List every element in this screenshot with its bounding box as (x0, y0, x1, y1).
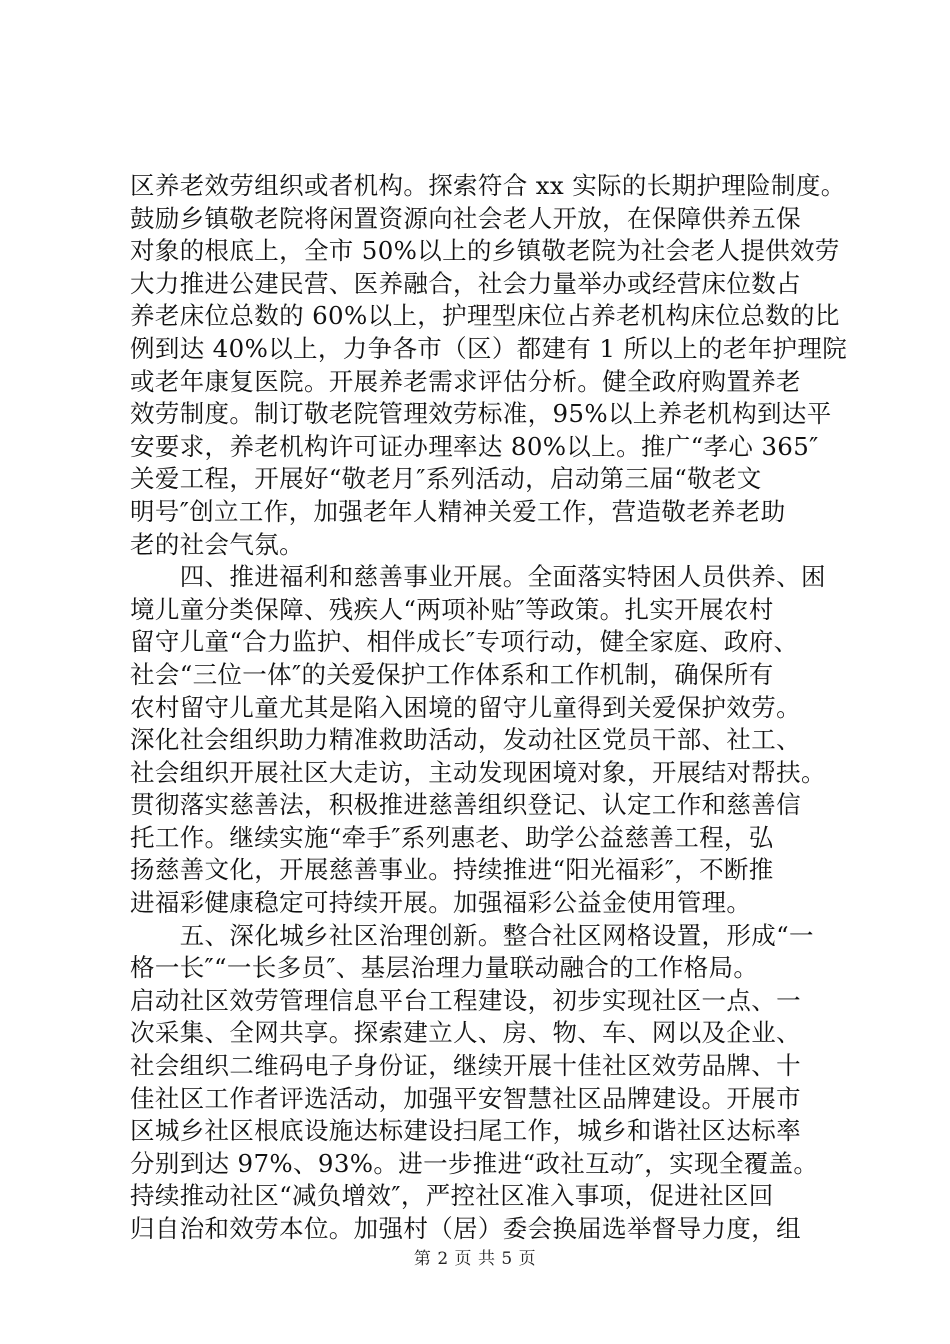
document-body (130, 170, 848, 1246)
text-line: 次采集、全网共享。探索建立人、房、物、车、网以及企业、 (130, 1018, 801, 1048)
text-line: 例到达 40%以上，力争各市（区）都建有 1 所以上的老年护理院 (130, 333, 848, 363)
paragraph-start-line: 四、推进福利和慈善事业开展。全面落实特困人员供养、困 (130, 562, 826, 592)
text-line: 老的社会气氛。 (130, 529, 304, 559)
text-line: 明号″创立工作，加强老年人精神关爱工作，营造敬老养老助 (130, 496, 786, 526)
paragraph-start-line: 五、深化城乡社区治理创新。整合社区网格设置，形成“一 (130, 920, 814, 950)
text-line: 对象的根底上，全市 50%以上的乡镇敬老院为社会老人提供效劳 (130, 236, 840, 266)
text-line: 佳社区工作者评选活动，加强平安智慧社区品牌建设。开展市 (130, 1083, 801, 1113)
text-line: 社会“三位一体″的关爱保护工作体系和工作机制，确保所有 (130, 659, 774, 689)
text-line: 安要求，养老机构许可证办理率达 80%以上。推广“孝心 365″ (130, 431, 819, 461)
text-line: 启动社区效劳管理信息平台工程建设，初步实现社区一点、一 (130, 985, 801, 1015)
text-line: 托工作。继续实施“牵手″系列惠老、助学公益慈善工程，弘 (130, 822, 774, 852)
text-line: 归自治和效劳本位。加强村（居）委会换届选举督导力度，组 (130, 1214, 801, 1243)
text-line: 鼓励乡镇敬老院将闲置资源向社会老人开放，在保障供养五保 (130, 203, 801, 233)
text-line: 养老床位总数的 60%以上，护理型床位占养老机构床位总数的比 (130, 301, 840, 331)
text-line: 留守儿童“合力监护、相伴成长″专项行动，健全家庭、政府、 (130, 627, 799, 657)
text-line: 贯彻落实慈善法，积极推进慈善组织登记、认定工作和慈善信 (130, 790, 801, 820)
text-line: 效劳制度。制订敬老院管理效劳标准，95%以上养老机构到达平 (130, 399, 832, 429)
text-line: 格一长″“一长多员″、基层治理力量联动融合的工作格局。 (130, 953, 759, 983)
text-line: 境儿童分类保障、残疾人“两项补贴″等政策。扎实开展农村 (130, 594, 774, 624)
text-line: 分别到达 97%、93%。进一步推进“政社互动″，实现全覆盖。 (130, 1148, 819, 1178)
text-line: 区城乡社区根底设施达标建设扫尾工作，城乡和谐社区达标率 (130, 1116, 801, 1146)
text-line: 大力推进公建民营、医养融合，社会力量举办或经营床位数占 (130, 268, 801, 298)
text-line: 进福彩健康稳定可持续开展。加强福彩公益金使用管理。 (130, 888, 752, 918)
text-line: 区养老效劳组织或者机构。探索符合 xx 实际的长期护理险制度。 (130, 171, 846, 200)
page-number-footer: 第 2 页 共 5 页 (413, 1249, 537, 1269)
text-line: 持续推动社区“减负增效″，严控社区准入事项，促进社区回 (130, 1181, 774, 1211)
text-line: 或老年康复医院。开展养老需求评估分析。健全政府购置养老 (130, 366, 801, 396)
text-line: 社会组织开展社区大走访，主动发现困境对象，开展结对帮扶。 (130, 757, 826, 787)
text-line: 社会组织二维码电子身份证，继续开展十佳社区效劳品牌、十 (130, 1051, 801, 1081)
text-line: 关爱工程，开展好“敬老月″系列活动，启动第三届“敬老文 (130, 464, 762, 494)
text-line: 深化社会组织助力精准救助活动，发动社区党员干部、社工、 (130, 725, 801, 755)
text-line: 扬慈善文化，开展慈善事业。持续推进“阳光福彩″，不断推 (130, 855, 774, 885)
text-line: 农村留守儿童尤其是陷入困境的留守儿童得到关爱保护效劳。 (130, 692, 801, 722)
